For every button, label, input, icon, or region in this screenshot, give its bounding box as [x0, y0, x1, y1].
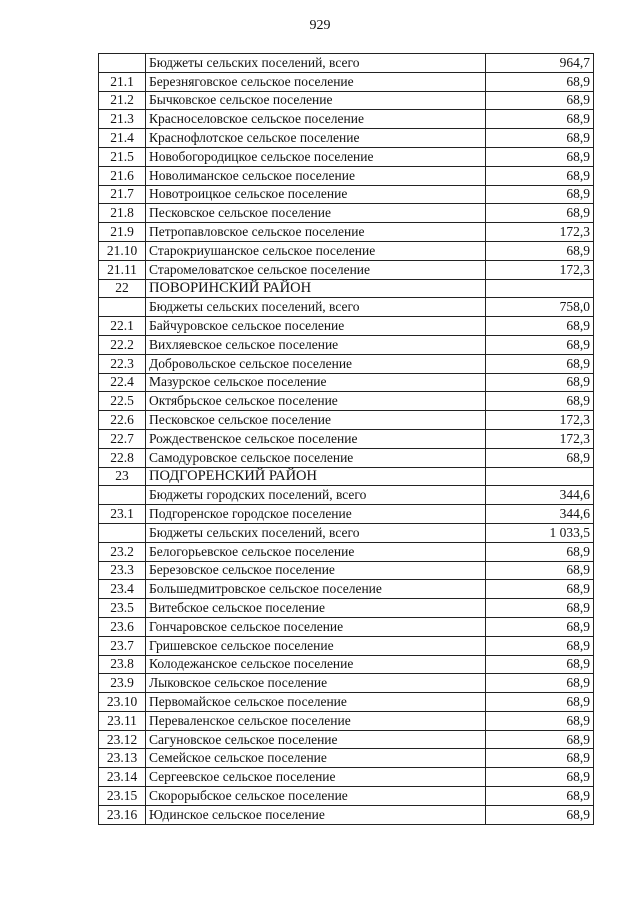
table-row	[99, 166, 594, 185]
row-number-cell: 23.16	[99, 805, 146, 824]
row-number-cell: 22.2	[99, 335, 146, 354]
table-row	[99, 523, 594, 542]
row-number-cell: 21.3	[99, 110, 146, 129]
row-number-cell: 21.8	[99, 204, 146, 223]
row-value-cell: 68,9	[486, 542, 594, 561]
table-row	[99, 54, 594, 73]
row-value-cell: 68,9	[486, 787, 594, 806]
row-number-cell: 23.7	[99, 636, 146, 655]
row-value-cell: 68,9	[486, 448, 594, 467]
row-number-cell: 23.3	[99, 561, 146, 580]
row-name-cell: Бычковское сельское поселение	[146, 91, 486, 110]
row-value-cell: 68,9	[486, 129, 594, 148]
table-row	[99, 693, 594, 712]
row-number-cell: 21.1	[99, 72, 146, 91]
row-name-cell: Старомеловатское сельское поселение	[146, 260, 486, 279]
row-number-cell: 21.5	[99, 147, 146, 166]
row-number-cell: 22.3	[99, 354, 146, 373]
row-name-cell: Большедмитровское сельское поселение	[146, 580, 486, 599]
row-name-cell: Вихляевское сельское поселение	[146, 335, 486, 354]
budget-table	[98, 53, 594, 825]
row-name-cell: Лыковское сельское поселение	[146, 674, 486, 693]
table-row	[99, 805, 594, 824]
row-value-cell: 68,9	[486, 166, 594, 185]
row-name-cell: Витебское сельское поселение	[146, 599, 486, 618]
row-name-cell: Краснофлотское сельское поселение	[146, 129, 486, 148]
row-value-cell: 68,9	[486, 561, 594, 580]
row-value-cell: 758,0	[486, 298, 594, 317]
page-number: 929	[309, 18, 331, 33]
row-number-cell: 22	[99, 279, 146, 298]
table-body	[99, 54, 594, 825]
table-row	[99, 317, 594, 336]
table-row	[99, 617, 594, 636]
row-value-cell: 68,9	[486, 354, 594, 373]
row-name-cell: Гончаровское сельское поселение	[146, 617, 486, 636]
row-value-cell: 68,9	[486, 110, 594, 129]
row-value-cell: 68,9	[486, 599, 594, 618]
row-value-cell: 68,9	[486, 805, 594, 824]
table-row	[99, 448, 594, 467]
table-row	[99, 787, 594, 806]
table-row	[99, 599, 594, 618]
row-name-cell: Самодуровское сельское поселение	[146, 448, 486, 467]
table-row	[99, 411, 594, 430]
row-value-cell: 172,3	[486, 429, 594, 448]
row-value-cell: 68,9	[486, 373, 594, 392]
row-number-cell: 22.6	[99, 411, 146, 430]
table-row	[99, 542, 594, 561]
row-value-cell: 68,9	[486, 72, 594, 91]
row-number-cell: 21.10	[99, 241, 146, 260]
table-row	[99, 373, 594, 392]
row-name-cell: ПОВОРИНСКИЙ РАЙОН	[146, 279, 486, 298]
row-value-cell: 68,9	[486, 241, 594, 260]
row-name-cell: Старокриушанское сельское поселение	[146, 241, 486, 260]
row-value-cell: 964,7	[486, 54, 594, 73]
row-value-cell: 68,9	[486, 749, 594, 768]
row-number-cell: 21.7	[99, 185, 146, 204]
row-name-cell: Новобогородицкое сельское поселение	[146, 147, 486, 166]
row-number-cell: 23.10	[99, 693, 146, 712]
row-value-cell: 172,3	[486, 223, 594, 242]
row-name-cell: Сагуновское сельское поселение	[146, 730, 486, 749]
row-name-cell: Новолиманское сельское поселение	[146, 166, 486, 185]
district-heading-row	[99, 467, 594, 486]
table-row	[99, 768, 594, 787]
row-value-cell: 68,9	[486, 730, 594, 749]
row-value-cell: 68,9	[486, 185, 594, 204]
table-row	[99, 711, 594, 730]
row-name-cell: Бюджеты сельских поселений, всего	[146, 54, 486, 73]
table-row	[99, 147, 594, 166]
row-value-cell: 68,9	[486, 91, 594, 110]
table-row	[99, 241, 594, 260]
row-number-cell: 21.11	[99, 260, 146, 279]
row-number-cell	[99, 54, 146, 73]
table-row	[99, 674, 594, 693]
row-value-cell: 68,9	[486, 317, 594, 336]
row-number-cell: 22.5	[99, 392, 146, 411]
table-row	[99, 636, 594, 655]
row-number-cell: 23.14	[99, 768, 146, 787]
table-row	[99, 72, 594, 91]
row-number-cell: 23	[99, 467, 146, 486]
row-number-cell: 23.13	[99, 749, 146, 768]
row-name-cell: Бюджеты сельских поселений, всего	[146, 298, 486, 317]
row-value-cell: 68,9	[486, 655, 594, 674]
row-value-cell: 172,3	[486, 260, 594, 279]
row-name-cell: Рождественское сельское поселение	[146, 429, 486, 448]
table-row	[99, 429, 594, 448]
row-value-cell: 68,9	[486, 674, 594, 693]
row-name-cell: Песковское сельское поселение	[146, 411, 486, 430]
row-number-cell: 21.4	[99, 129, 146, 148]
row-number-cell: 23.5	[99, 599, 146, 618]
row-value-cell: 344,6	[486, 486, 594, 505]
row-name-cell: Юдинское сельское поселение	[146, 805, 486, 824]
row-value-cell: 1 033,5	[486, 523, 594, 542]
row-number-cell	[99, 523, 146, 542]
row-name-cell: Гришевское сельское поселение	[146, 636, 486, 655]
row-name-cell: Добровольское сельское поселение	[146, 354, 486, 373]
row-name-cell: Октябрьское сельское поселение	[146, 392, 486, 411]
table-row	[99, 223, 594, 242]
row-value-cell: 68,9	[486, 335, 594, 354]
row-value-cell: 68,9	[486, 580, 594, 599]
table-row	[99, 185, 594, 204]
row-name-cell: Первомайское сельское поселение	[146, 693, 486, 712]
row-name-cell: Подгоренское городское поселение	[146, 505, 486, 524]
row-value-cell	[486, 467, 594, 486]
row-number-cell: 22.1	[99, 317, 146, 336]
row-number-cell: 23.11	[99, 711, 146, 730]
row-name-cell: Бюджеты городских поселений, всего	[146, 486, 486, 505]
row-name-cell: ПОДГОРЕНСКИЙ РАЙОН	[146, 467, 486, 486]
row-name-cell: Белогорьевское сельское поселение	[146, 542, 486, 561]
table-row	[99, 505, 594, 524]
row-name-cell: Березовское сельское поселение	[146, 561, 486, 580]
row-name-cell: Бюджеты сельских поселений, всего	[146, 523, 486, 542]
table-row	[99, 486, 594, 505]
row-value-cell: 68,9	[486, 392, 594, 411]
row-value-cell: 68,9	[486, 617, 594, 636]
row-name-cell: Скорорыбское сельское поселение	[146, 787, 486, 806]
row-value-cell: 68,9	[486, 147, 594, 166]
table-row	[99, 260, 594, 279]
row-value-cell: 68,9	[486, 204, 594, 223]
row-value-cell	[486, 279, 594, 298]
row-name-cell: Сергеевское сельское поселение	[146, 768, 486, 787]
table-row	[99, 298, 594, 317]
table-row	[99, 91, 594, 110]
table-row	[99, 730, 594, 749]
row-value-cell: 68,9	[486, 768, 594, 787]
row-value-cell: 172,3	[486, 411, 594, 430]
table-row	[99, 129, 594, 148]
row-number-cell: 22.4	[99, 373, 146, 392]
table-row	[99, 204, 594, 223]
row-number-cell	[99, 298, 146, 317]
row-name-cell: Песковское сельское поселение	[146, 204, 486, 223]
row-name-cell: Красноселовское сельское поселение	[146, 110, 486, 129]
row-number-cell: 23.6	[99, 617, 146, 636]
row-number-cell: 23.2	[99, 542, 146, 561]
row-number-cell: 22.8	[99, 448, 146, 467]
row-name-cell: Байчуровское сельское поселение	[146, 317, 486, 336]
row-number-cell: 23.8	[99, 655, 146, 674]
row-number-cell: 23.15	[99, 787, 146, 806]
row-name-cell: Переваленское сельское поселение	[146, 711, 486, 730]
row-value-cell: 68,9	[486, 693, 594, 712]
row-number-cell: 23.1	[99, 505, 146, 524]
row-number-cell: 23.4	[99, 580, 146, 599]
table-row	[99, 354, 594, 373]
row-name-cell: Березняговское сельское поселение	[146, 72, 486, 91]
row-value-cell: 68,9	[486, 636, 594, 655]
district-heading-row	[99, 279, 594, 298]
row-value-cell: 68,9	[486, 711, 594, 730]
row-number-cell: 21.6	[99, 166, 146, 185]
row-number-cell	[99, 486, 146, 505]
row-name-cell: Мазурское сельское поселение	[146, 373, 486, 392]
row-name-cell: Колодежанское сельское поселение	[146, 655, 486, 674]
row-number-cell: 22.7	[99, 429, 146, 448]
table-row	[99, 749, 594, 768]
table-row	[99, 110, 594, 129]
row-name-cell: Петропавловское сельское поселение	[146, 223, 486, 242]
table-row	[99, 392, 594, 411]
table-row	[99, 580, 594, 599]
row-number-cell: 23.12	[99, 730, 146, 749]
row-number-cell: 23.9	[99, 674, 146, 693]
table-row	[99, 655, 594, 674]
row-number-cell: 21.2	[99, 91, 146, 110]
row-name-cell: Семейское сельское поселение	[146, 749, 486, 768]
table-row	[99, 335, 594, 354]
row-number-cell: 21.9	[99, 223, 146, 242]
table-row	[99, 561, 594, 580]
row-value-cell: 344,6	[486, 505, 594, 524]
row-name-cell: Новотроицкое сельское поселение	[146, 185, 486, 204]
